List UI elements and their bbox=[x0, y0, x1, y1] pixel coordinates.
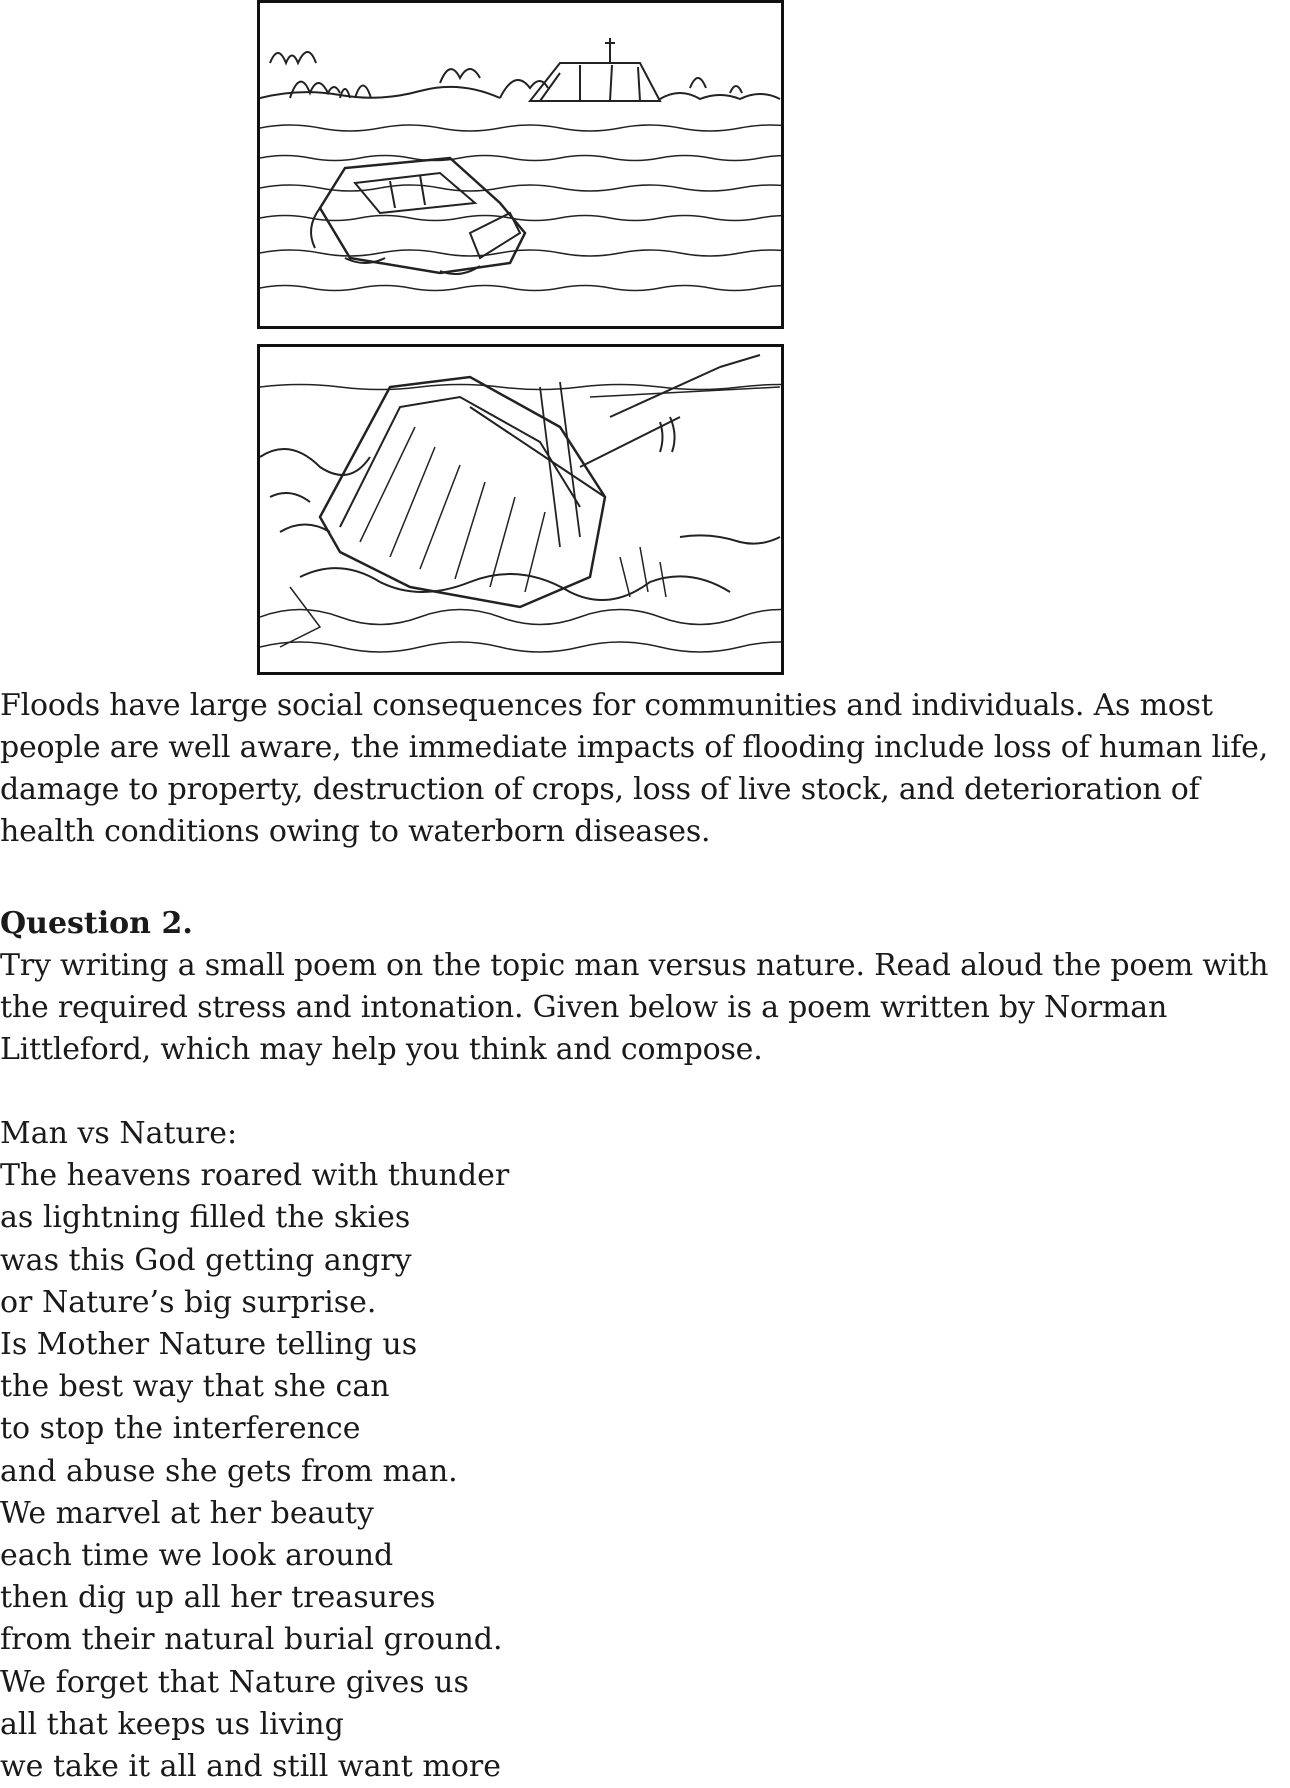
flood-car-illustration bbox=[257, 0, 784, 329]
poem-line: We forget that Nature gives us bbox=[0, 1664, 469, 1700]
poem-line: We marvel at her beauty bbox=[0, 1495, 374, 1531]
question-heading: Question 2. bbox=[0, 906, 193, 941]
poem-line: as lightning filled the skies bbox=[0, 1200, 411, 1236]
wrecked-boat-illustration bbox=[257, 344, 784, 675]
poem-line: the best way that she can bbox=[0, 1369, 390, 1405]
question-text: Try writing a small poem on the topic man versus nature. Read aloud the poem with the required stress and intonation. Given below is a poem written by Norman Littleford, which may help you think and compose. bbox=[0, 948, 1269, 1067]
poem-line: to stop the interference bbox=[0, 1411, 361, 1447]
poem-line: Is Mother Nature telling us bbox=[0, 1327, 418, 1363]
poem-line: The heavens roared with thunder bbox=[0, 1158, 510, 1194]
intro-paragraph: Floods have large social consequences for communities and individuals. As most people are well aware, the immediate impacts of flooding include loss of human life, damage to property, destruction of crops, loss of live stock, and deterioration of health conditions owing to waterborn diseases. bbox=[0, 688, 1269, 849]
poem-line: we take it all and still want more bbox=[0, 1749, 501, 1785]
poem-line: and abuse she gets from man. bbox=[0, 1453, 458, 1489]
poem-line: from their natural burial ground. bbox=[0, 1622, 503, 1658]
poem-title: Man vs Nature: bbox=[0, 1116, 238, 1151]
poem-line: or Nature’s big surprise. bbox=[0, 1284, 377, 1320]
poem-line: was this God getting angry bbox=[0, 1242, 412, 1278]
poem-line: each time we look around bbox=[0, 1538, 394, 1574]
poem bbox=[0, 1113, 700, 1788]
poem-line: then dig up all her treasures bbox=[0, 1580, 436, 1616]
poem-line: all that keeps us living bbox=[0, 1706, 344, 1742]
